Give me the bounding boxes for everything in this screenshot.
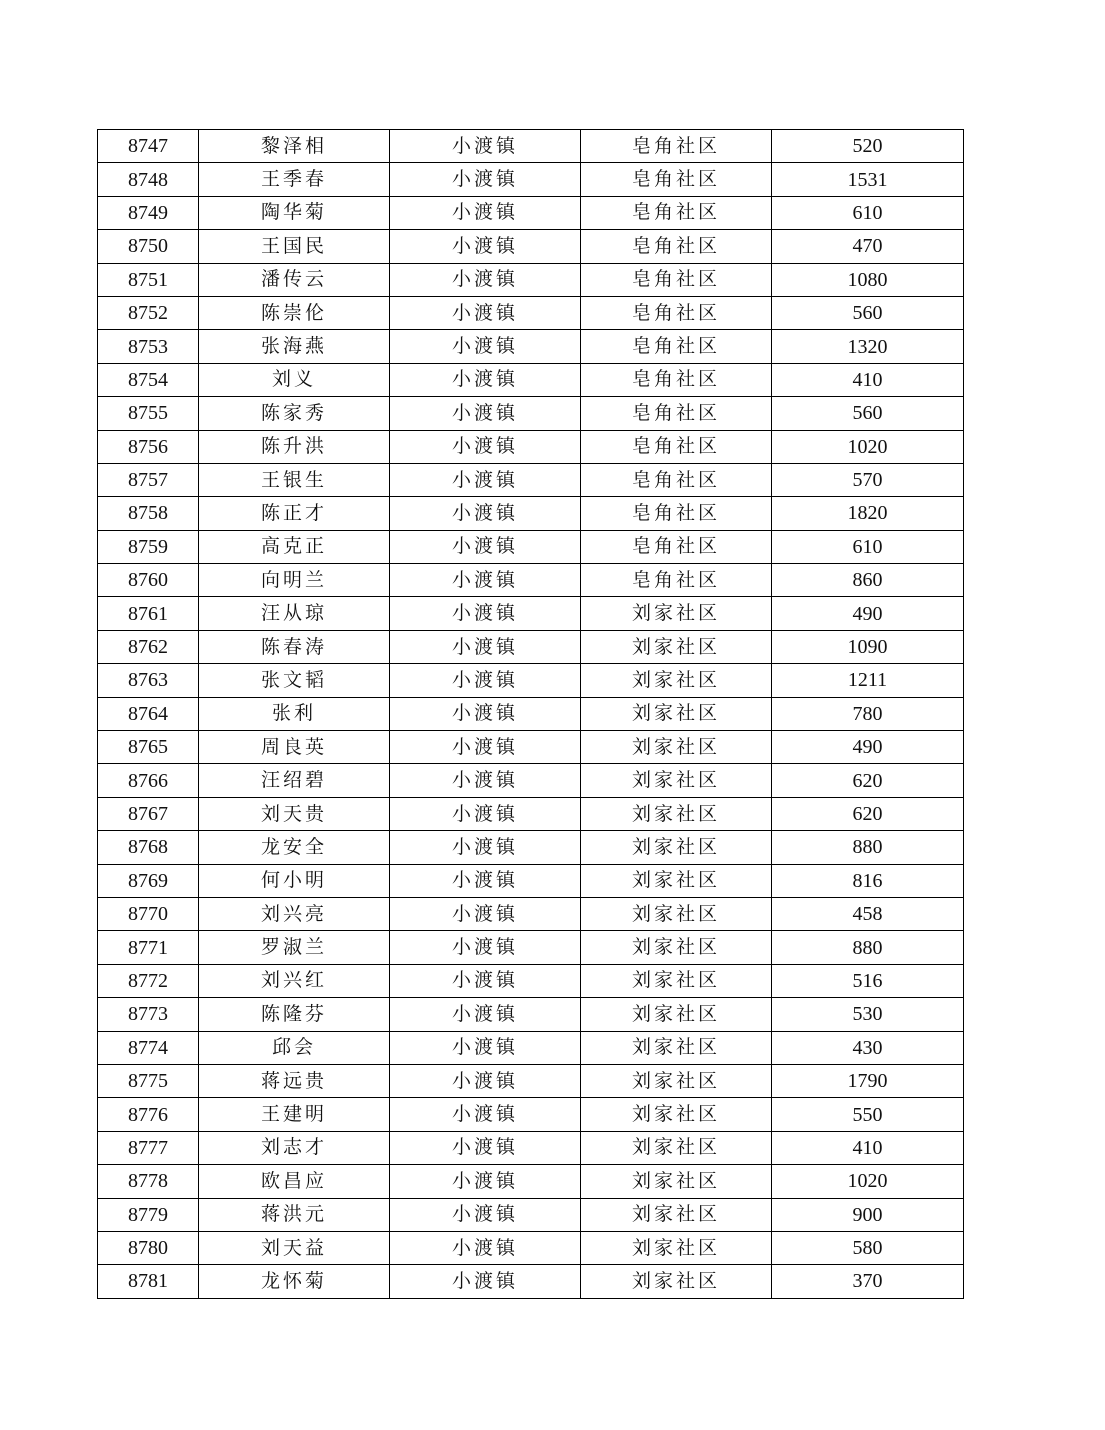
cell-amount: 880: [772, 831, 964, 864]
cell-town: 小渡镇: [390, 330, 581, 363]
cell-town: 小渡镇: [390, 731, 581, 764]
table-row: [98, 363, 964, 396]
cell-town: 小渡镇: [390, 363, 581, 396]
cell-community: 刘家社区: [581, 998, 772, 1031]
cell-name: 龙安全: [199, 831, 390, 864]
cell-town: 小渡镇: [390, 1131, 581, 1164]
cell-community: 皂角社区: [581, 296, 772, 329]
cell-town: 小渡镇: [390, 1265, 581, 1298]
cell-town: 小渡镇: [390, 196, 581, 229]
cell-name: 王建明: [199, 1098, 390, 1131]
cell-amount: 410: [772, 1131, 964, 1164]
cell-name: 刘天益: [199, 1231, 390, 1264]
table-row: [98, 797, 964, 830]
cell-community: 刘家社区: [581, 964, 772, 997]
cell-amount: 900: [772, 1198, 964, 1231]
cell-name: 陶华菊: [199, 196, 390, 229]
table-row: [98, 931, 964, 964]
cell-amount: 1020: [772, 430, 964, 463]
cell-community: 刘家社区: [581, 597, 772, 630]
cell-id: 8779: [98, 1198, 199, 1231]
cell-id: 8762: [98, 630, 199, 663]
cell-amount: 1320: [772, 330, 964, 363]
cell-name: 陈崇伦: [199, 296, 390, 329]
cell-id: 8765: [98, 731, 199, 764]
cell-community: 刘家社区: [581, 697, 772, 730]
table-row: [98, 1064, 964, 1097]
table-row: [98, 1231, 964, 1264]
cell-community: 刘家社区: [581, 931, 772, 964]
cell-amount: 570: [772, 463, 964, 496]
cell-id: 8777: [98, 1131, 199, 1164]
cell-id: 8748: [98, 163, 199, 196]
cell-amount: 516: [772, 964, 964, 997]
cell-id: 8781: [98, 1265, 199, 1298]
cell-community: 刘家社区: [581, 1031, 772, 1064]
cell-id: 8766: [98, 764, 199, 797]
cell-community: 皂角社区: [581, 163, 772, 196]
cell-amount: 610: [772, 196, 964, 229]
cell-town: 小渡镇: [390, 630, 581, 663]
cell-town: 小渡镇: [390, 897, 581, 930]
table-row: [98, 163, 964, 196]
cell-amount: 490: [772, 731, 964, 764]
cell-name: 王国民: [199, 230, 390, 263]
cell-name: 黎泽相: [199, 130, 390, 163]
cell-town: 小渡镇: [390, 1231, 581, 1264]
cell-name: 陈隆芬: [199, 998, 390, 1031]
cell-town: 小渡镇: [390, 1198, 581, 1231]
table-row: [98, 697, 964, 730]
cell-id: 8751: [98, 263, 199, 296]
cell-town: 小渡镇: [390, 998, 581, 1031]
cell-name: 周良英: [199, 731, 390, 764]
table-row: [98, 664, 964, 697]
cell-id: 8749: [98, 196, 199, 229]
cell-amount: 550: [772, 1098, 964, 1131]
cell-name: 蒋远贵: [199, 1064, 390, 1097]
table-row: [98, 397, 964, 430]
cell-id: 8776: [98, 1098, 199, 1131]
cell-name: 王季春: [199, 163, 390, 196]
cell-community: 刘家社区: [581, 1165, 772, 1198]
cell-town: 小渡镇: [390, 831, 581, 864]
cell-community: 皂角社区: [581, 430, 772, 463]
table-row: [98, 597, 964, 630]
cell-id: 8763: [98, 664, 199, 697]
cell-town: 小渡镇: [390, 864, 581, 897]
cell-id: 8769: [98, 864, 199, 897]
cell-community: 刘家社区: [581, 1265, 772, 1298]
cell-amount: 816: [772, 864, 964, 897]
cell-town: 小渡镇: [390, 463, 581, 496]
cell-community: 刘家社区: [581, 731, 772, 764]
cell-community: 刘家社区: [581, 897, 772, 930]
table-row: [98, 864, 964, 897]
cell-community: 皂角社区: [581, 497, 772, 530]
cell-name: 张海燕: [199, 330, 390, 363]
table-row: [98, 296, 964, 329]
table-row: [98, 530, 964, 563]
cell-community: 刘家社区: [581, 1231, 772, 1264]
cell-amount: 560: [772, 397, 964, 430]
cell-community: 刘家社区: [581, 1098, 772, 1131]
cell-amount: 1211: [772, 664, 964, 697]
cell-community: 刘家社区: [581, 1198, 772, 1231]
table-row: [98, 1131, 964, 1164]
cell-name: 刘志才: [199, 1131, 390, 1164]
cell-name: 何小明: [199, 864, 390, 897]
cell-id: 8753: [98, 330, 199, 363]
cell-amount: 780: [772, 697, 964, 730]
table-row: [98, 998, 964, 1031]
cell-id: 8757: [98, 463, 199, 496]
cell-town: 小渡镇: [390, 597, 581, 630]
cell-amount: 1820: [772, 497, 964, 530]
cell-name: 陈正才: [199, 497, 390, 530]
cell-community: 刘家社区: [581, 664, 772, 697]
cell-name: 陈春涛: [199, 630, 390, 663]
cell-town: 小渡镇: [390, 797, 581, 830]
cell-name: 王银生: [199, 463, 390, 496]
cell-amount: 520: [772, 130, 964, 163]
cell-name: 陈家秀: [199, 397, 390, 430]
cell-id: 8747: [98, 130, 199, 163]
cell-amount: 1531: [772, 163, 964, 196]
cell-id: 8750: [98, 230, 199, 263]
cell-id: 8768: [98, 831, 199, 864]
cell-name: 龙怀菊: [199, 1265, 390, 1298]
cell-id: 8778: [98, 1165, 199, 1198]
cell-id: 8773: [98, 998, 199, 1031]
cell-town: 小渡镇: [390, 430, 581, 463]
table-row: [98, 964, 964, 997]
table-row: [98, 630, 964, 663]
cell-name: 陈升洪: [199, 430, 390, 463]
cell-amount: 1090: [772, 630, 964, 663]
table-row: [98, 1265, 964, 1298]
cell-id: 8767: [98, 797, 199, 830]
cell-town: 小渡镇: [390, 764, 581, 797]
cell-community: 刘家社区: [581, 630, 772, 663]
cell-community: 皂角社区: [581, 196, 772, 229]
data-table: [97, 129, 964, 1299]
cell-town: 小渡镇: [390, 130, 581, 163]
cell-id: 8775: [98, 1064, 199, 1097]
table-row: [98, 831, 964, 864]
cell-name: 潘传云: [199, 263, 390, 296]
table-row: [98, 897, 964, 930]
cell-town: 小渡镇: [390, 1098, 581, 1131]
cell-name: 汪从琼: [199, 597, 390, 630]
cell-town: 小渡镇: [390, 163, 581, 196]
cell-town: 小渡镇: [390, 697, 581, 730]
cell-town: 小渡镇: [390, 263, 581, 296]
cell-id: 8756: [98, 430, 199, 463]
cell-amount: 430: [772, 1031, 964, 1064]
cell-community: 皂角社区: [581, 330, 772, 363]
cell-community: 皂角社区: [581, 230, 772, 263]
table-row: [98, 564, 964, 597]
cell-town: 小渡镇: [390, 296, 581, 329]
cell-amount: 470: [772, 230, 964, 263]
cell-id: 8764: [98, 697, 199, 730]
cell-name: 汪绍碧: [199, 764, 390, 797]
cell-town: 小渡镇: [390, 230, 581, 263]
cell-amount: 530: [772, 998, 964, 1031]
cell-town: 小渡镇: [390, 664, 581, 697]
cell-amount: 560: [772, 296, 964, 329]
cell-id: 8760: [98, 564, 199, 597]
cell-town: 小渡镇: [390, 397, 581, 430]
cell-id: 8774: [98, 1031, 199, 1064]
cell-name: 邱会: [199, 1031, 390, 1064]
cell-name: 刘天贵: [199, 797, 390, 830]
cell-community: 皂角社区: [581, 130, 772, 163]
cell-town: 小渡镇: [390, 931, 581, 964]
cell-town: 小渡镇: [390, 530, 581, 563]
table-row: [98, 1165, 964, 1198]
cell-town: 小渡镇: [390, 964, 581, 997]
cell-town: 小渡镇: [390, 564, 581, 597]
cell-community: 刘家社区: [581, 864, 772, 897]
cell-community: 皂角社区: [581, 363, 772, 396]
cell-community: 皂角社区: [581, 530, 772, 563]
cell-id: 8780: [98, 1231, 199, 1264]
cell-amount: 490: [772, 597, 964, 630]
cell-id: 8770: [98, 897, 199, 930]
cell-community: 刘家社区: [581, 1064, 772, 1097]
cell-id: 8755: [98, 397, 199, 430]
table-row: [98, 764, 964, 797]
cell-name: 罗淑兰: [199, 931, 390, 964]
cell-name: 刘义: [199, 363, 390, 396]
cell-name: 欧昌应: [199, 1165, 390, 1198]
cell-town: 小渡镇: [390, 1064, 581, 1097]
cell-community: 刘家社区: [581, 764, 772, 797]
cell-amount: 620: [772, 797, 964, 830]
cell-amount: 610: [772, 530, 964, 563]
cell-community: 皂角社区: [581, 263, 772, 296]
cell-amount: 458: [772, 897, 964, 930]
cell-name: 刘兴红: [199, 964, 390, 997]
cell-town: 小渡镇: [390, 1031, 581, 1064]
cell-amount: 580: [772, 1231, 964, 1264]
cell-community: 皂角社区: [581, 564, 772, 597]
cell-name: 向明兰: [199, 564, 390, 597]
cell-id: 8759: [98, 530, 199, 563]
cell-community: 刘家社区: [581, 1131, 772, 1164]
table-row: [98, 497, 964, 530]
cell-name: 张利: [199, 697, 390, 730]
table-body: [98, 130, 964, 1299]
table-row: [98, 230, 964, 263]
cell-amount: 370: [772, 1265, 964, 1298]
cell-town: 小渡镇: [390, 1165, 581, 1198]
cell-amount: 1020: [772, 1165, 964, 1198]
cell-id: 8761: [98, 597, 199, 630]
cell-name: 高克正: [199, 530, 390, 563]
cell-id: 8772: [98, 964, 199, 997]
cell-community: 刘家社区: [581, 797, 772, 830]
cell-amount: 1790: [772, 1064, 964, 1097]
table-row: [98, 463, 964, 496]
cell-name: 刘兴亮: [199, 897, 390, 930]
cell-id: 8771: [98, 931, 199, 964]
cell-id: 8754: [98, 363, 199, 396]
table-row: [98, 130, 964, 163]
cell-amount: 860: [772, 564, 964, 597]
table-row: [98, 196, 964, 229]
table-row: [98, 1198, 964, 1231]
cell-amount: 880: [772, 931, 964, 964]
cell-amount: 620: [772, 764, 964, 797]
cell-community: 皂角社区: [581, 463, 772, 496]
cell-name: 张文韬: [199, 664, 390, 697]
cell-town: 小渡镇: [390, 497, 581, 530]
table-row: [98, 330, 964, 363]
cell-community: 刘家社区: [581, 831, 772, 864]
table-row: [98, 430, 964, 463]
cell-id: 8752: [98, 296, 199, 329]
table-row: [98, 263, 964, 296]
cell-community: 皂角社区: [581, 397, 772, 430]
table-row: [98, 731, 964, 764]
cell-name: 蒋洪元: [199, 1198, 390, 1231]
cell-amount: 410: [772, 363, 964, 396]
table-row: [98, 1031, 964, 1064]
table-row: [98, 1098, 964, 1131]
cell-id: 8758: [98, 497, 199, 530]
cell-amount: 1080: [772, 263, 964, 296]
